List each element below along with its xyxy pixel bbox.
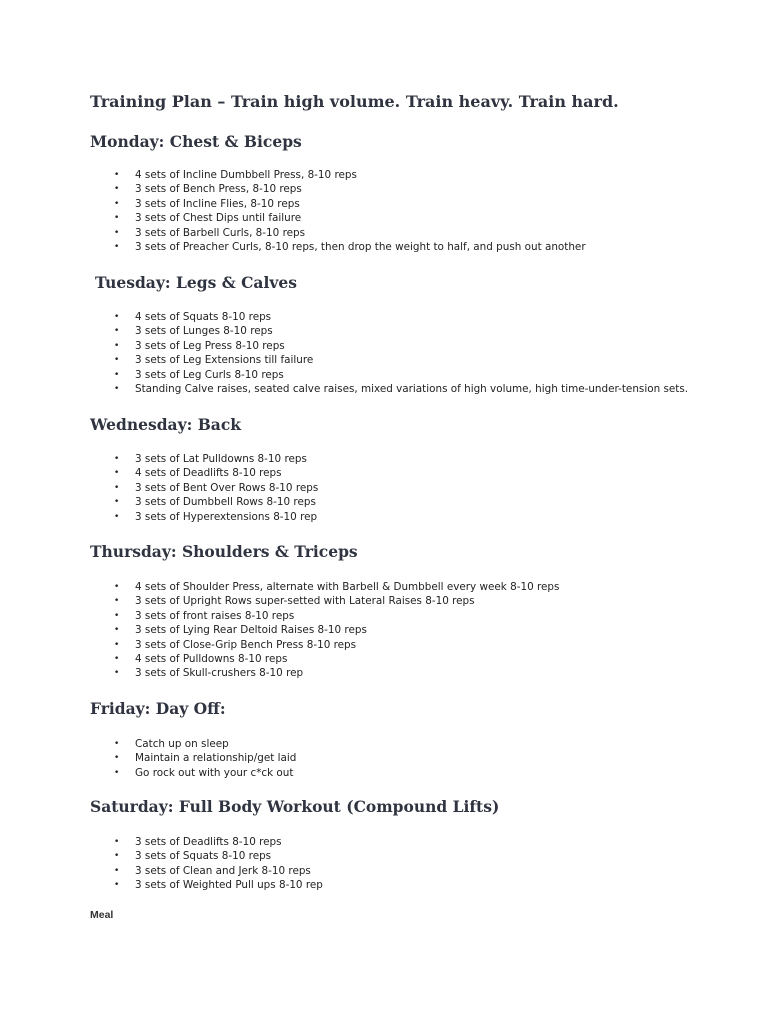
list-item: • 3 sets of Leg Extensions till failure <box>114 354 314 367</box>
list-item: • Catch up on sleep <box>114 738 229 750</box>
bullet-icon: • <box>114 170 120 180</box>
section-heading-tuesday: Tuesday: Legs & Calves <box>95 273 297 292</box>
list-item: • Maintain a relationship/get laid <box>114 752 297 765</box>
section-heading-saturday: Saturday: Full Body Workout (Compound Lifts) <box>90 797 500 816</box>
list-item: • 3 sets of Upright Rows super-setted with Lateral Raises 8-10 reps <box>114 595 475 608</box>
exercise-list-thursday <box>90 580 559 681</box>
list-item: • 4 sets of Pulldowns 8-10 reps <box>114 652 288 665</box>
meal-label: Meal <box>90 909 114 921</box>
list-item: • 4 sets of Incline Dumbbell Press, 8-10 reps <box>114 169 357 181</box>
bullet-icon: • <box>114 837 120 847</box>
bullet-icon: • <box>114 625 120 636</box>
bullet-icon: • <box>114 326 120 337</box>
section-heading-friday: Friday: Day Off: <box>90 699 226 718</box>
list-item: • 4 sets of Deadlifts 8-10 reps <box>114 467 282 480</box>
bullet-icon: • <box>114 653 120 664</box>
section-heading-wednesday: Wednesday: Back <box>90 415 242 434</box>
list-item: • 3 sets of Bench Press, 8-10 reps <box>114 183 302 196</box>
list-item: • 4 sets of Shoulder Press, alternate with Barbell & Dumbbell every week 8-10 reps <box>114 581 560 593</box>
bullet-icon: • <box>114 340 120 351</box>
list-item: • 3 sets of Squats 8-10 reps <box>114 850 272 863</box>
bullet-icon: • <box>114 312 120 322</box>
bullet-icon: • <box>114 497 120 508</box>
section-heading-thursday: Thursday: Shoulders & Triceps <box>90 542 358 561</box>
list-item: • 3 sets of Lunges 8-10 reps <box>114 325 273 338</box>
list-item: • 3 sets of Close-Grip Bench Press 8-10 reps <box>114 638 357 651</box>
exercise-list-wednesday <box>90 452 318 524</box>
bullet-icon: • <box>114 184 120 195</box>
list-item: • 3 sets of Skull-crushers 8-10 rep <box>114 667 304 680</box>
bullet-icon: • <box>114 639 120 650</box>
bullet-icon: • <box>114 739 120 749</box>
list-item: • Go rock out with your c*ck out <box>114 766 294 779</box>
bullet-icon: • <box>114 213 120 224</box>
list-item: • 3 sets of Preacher Curls, 8-10 reps, then drop the weight to half, and push out another <box>114 240 586 253</box>
bullet-icon: • <box>114 241 120 252</box>
list-item: • 3 sets of front raises 8-10 reps <box>114 609 295 622</box>
list-item: • 3 sets of Clean and Jerk 8-10 reps <box>114 864 311 877</box>
bullet-icon: • <box>114 753 120 764</box>
bullet-icon: • <box>114 851 120 862</box>
bullet-icon: • <box>114 482 120 493</box>
bullet-icon: • <box>114 596 120 607</box>
section-heading-monday: Monday: Chest & Biceps <box>90 132 302 151</box>
list-item: • 3 sets of Bent Over Rows 8-10 reps <box>114 481 319 494</box>
bullet-icon: • <box>114 468 120 479</box>
list-item: • 3 sets of Deadlifts 8-10 reps <box>114 836 282 848</box>
list-item: • 3 sets of Leg Press 8-10 reps <box>114 339 285 352</box>
list-item: • 3 sets of Incline Flies, 8-10 reps <box>114 197 300 210</box>
bullet-icon: • <box>114 880 120 891</box>
exercise-list-tuesday <box>90 310 688 396</box>
list-item: • 3 sets of Dumbbell Rows 8-10 reps <box>114 496 316 509</box>
list-item: • 3 sets of Lat Pulldowns 8-10 reps <box>114 453 307 465</box>
activity-list-friday <box>90 737 296 780</box>
bullet-icon: • <box>114 198 120 209</box>
bullet-icon: • <box>114 767 120 778</box>
bullet-icon: • <box>114 511 120 522</box>
bullet-icon: • <box>114 355 120 366</box>
bullet-icon: • <box>114 383 120 394</box>
exercise-list-monday <box>90 168 586 254</box>
list-item: • 3 sets of Lying Rear Deltoid Raises 8-10 reps <box>114 624 367 637</box>
bullet-icon: • <box>114 582 120 592</box>
bullet-icon: • <box>114 668 120 679</box>
list-item: • 4 sets of Squats 8-10 reps <box>114 311 272 323</box>
list-item: • Standing Calve raises, seated calve raises, mixed variations of high volume, high time-under-tension sets. <box>114 382 689 395</box>
bullet-icon: • <box>114 865 120 876</box>
document-title: Training Plan – Train high volume. Train heavy. Train hard. <box>90 92 619 111</box>
list-item: • 3 sets of Hyperextensions 8-10 rep <box>114 510 318 523</box>
exercise-list-saturday <box>90 835 323 893</box>
list-item: • 3 sets of Leg Curls 8-10 reps <box>114 368 284 381</box>
bullet-icon: • <box>114 369 120 380</box>
list-item: • 3 sets of Chest Dips until failure <box>114 212 302 225</box>
bullet-icon: • <box>114 227 120 238</box>
bullet-icon: • <box>114 610 120 621</box>
bullet-icon: • <box>114 454 120 464</box>
list-item: • 3 sets of Barbell Curls, 8-10 reps <box>114 226 306 239</box>
list-item: • 3 sets of Weighted Pull ups 8-10 rep <box>114 879 323 892</box>
